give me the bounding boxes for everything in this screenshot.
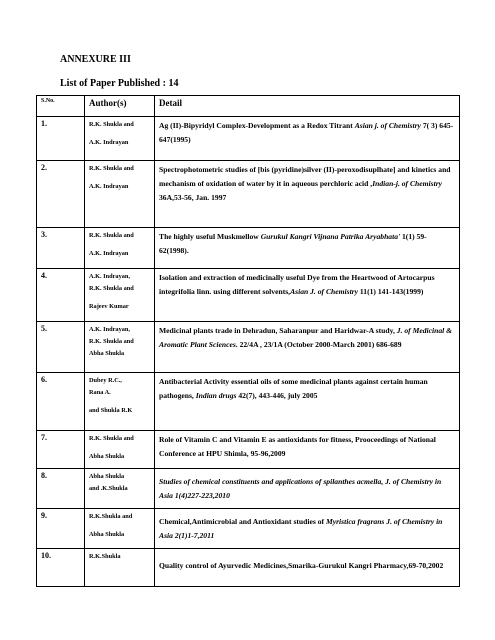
author-line: R.K. Shukla and [89,338,134,345]
author-line: Abha Shukla [89,350,125,357]
papers-published-heading: List of Paper Published : 14 [60,78,179,89]
serial-number: 10. [37,549,85,587]
author-line: R.K. Shukla and [89,435,134,442]
table-row [37,431,460,469]
table-row [37,322,460,373]
serial-number: 1. [37,117,85,161]
author-line: A.K. Indrayan [89,183,129,190]
authors-cell [85,431,155,469]
detail-cell [155,549,460,587]
detail-cell [155,469,460,509]
author-line: R.K. Shukla and [89,285,134,292]
author-line: Abha Shukla [89,531,125,538]
table-row [37,117,460,161]
detail-text: The highly useful Muskmellow [159,232,261,241]
serial-number: 3. [37,228,85,269]
sno-header: S.No. [37,96,85,117]
authors-cell [85,549,155,587]
author-line: and .K.Shukla [89,485,128,492]
detail-text: Ag (II)-Bipyridyl Complex-Development as a Redox Titrant [159,121,355,130]
table-row [37,549,460,587]
authors-cell [85,373,155,431]
serial-number: 6. [37,373,85,431]
author-line: Abha Shukla [89,453,125,460]
serial-number: 8. [37,469,85,509]
detail-text: Isolation and extraction of medicinally useful Dye from the Heartwood of Artocarpus integrifolia linn. using different solvents, [159,273,435,296]
authors-cell [85,469,155,509]
serial-number: 2. [37,161,85,228]
papers-table [36,95,460,587]
detail-text: Medicinal plants trade in Dehradun, Saharanpur and Haridwar-A study, [159,326,397,335]
journal-name: Indian drugs [195,391,237,400]
detail-cell [155,509,460,549]
serial-number: 5. [37,322,85,373]
author-line: R.K. Shukla and [89,121,134,128]
table-row [37,161,460,228]
detail-cell [155,117,460,161]
authors-cell [85,509,155,549]
journal-name: Asian J. of Chemistry [290,287,359,296]
detail-cell [155,431,460,469]
serial-number: 7. [37,431,85,469]
author-line: Dubey R.C., [89,377,122,384]
citation: 42(7), 443-446, july 2005 [236,391,318,400]
journal-name: Indian-j. of Chemistry [372,179,443,188]
authors-cell [85,322,155,373]
journal-name: J. of Medicinal & Aromatic Plant Sciences [159,326,453,349]
serial-number: 9. [37,509,85,549]
detail-cell [155,373,460,431]
authors-header: Author(s) [85,96,155,117]
detail-text: Spectrophotometric studies of [bis (pyridine)silver (II)-peroxodisuplhate] and kinetics and mechanism of oxidation of water by it in aqueous perchloric acid , [159,165,451,188]
authors-cell [85,117,155,161]
authors-cell [85,228,155,269]
table-header-row [37,96,460,117]
author-line: A.K. Indrayan, [89,326,130,333]
citation: 11(1) 141-143(1999) [358,287,424,296]
detail-cell [155,322,460,373]
author-line: A.K. Indrayan [89,139,129,146]
table-row [37,469,460,509]
journal-name: Gurukul Kangri Vijnana Patrika Aryabhata' [260,232,401,241]
author-line: R.K. Shukla and [89,232,134,239]
author-line: and Shukla R.K [89,407,133,414]
table-row [37,373,460,431]
detail-cell [155,228,460,269]
serial-number: 4. [37,269,85,322]
table-row [37,269,460,322]
detail-text: Antibacterial Activity essential oils of some medicinal plants against certain human pathogens, [159,377,428,400]
authors-cell [85,161,155,228]
author-line: R.K.Shukla and [89,513,133,520]
author-line: A.K. Indrayan [89,250,129,257]
journal-name: Myristica fragrans J. of Chemistry in Asia 2(1)1-7,2011 [159,516,443,540]
detail-text: Studies of chemical constituents and applications of spilanthes acmella, J. of Chemistry in Asia 1(4)227-223,2010 [159,476,442,500]
annexure-title: ANNEXURE III [60,54,131,65]
detail-header: Detail [155,96,460,117]
detail-text: Chemical,Antimicrobial and Antioxidant studies of [159,516,326,526]
journal-name: Asian j. of Chemistry [354,121,421,130]
table-row [37,228,460,269]
table-row [37,509,460,549]
detail-text: Role of Vitamin C and Vitamin E as antioxidants for fitness, Prooceedings of National Conference at HPU Shimla, 95-96,2009 [159,435,436,458]
detail-cell [155,161,460,228]
author-line: R.K. Shukla and [89,165,134,172]
authors-cell [85,269,155,322]
citation: 36A,53-56, Jan. 1997 [159,193,227,202]
citation: . 22/4A , 23/1A (October 2000-March 2001) 686-689 [235,340,402,349]
author-line: A.K. Indrayan, [89,273,130,280]
citation: 1(1) 59-62(1998). [159,232,427,255]
author-line: Rana A. [89,389,111,396]
detail-text: Quality control of Ayurvedic Medicines,Smarika-Gurukul Kangri Pharmacy,69-70,2002 [159,561,444,570]
author-line: R.K.Shukla [89,553,121,560]
detail-cell [155,269,460,322]
author-line: Rajeev Kumar [89,303,129,310]
author-line: Abha Shukla [89,473,125,480]
citation: 7( 3) 645-647(1995) [159,121,454,144]
